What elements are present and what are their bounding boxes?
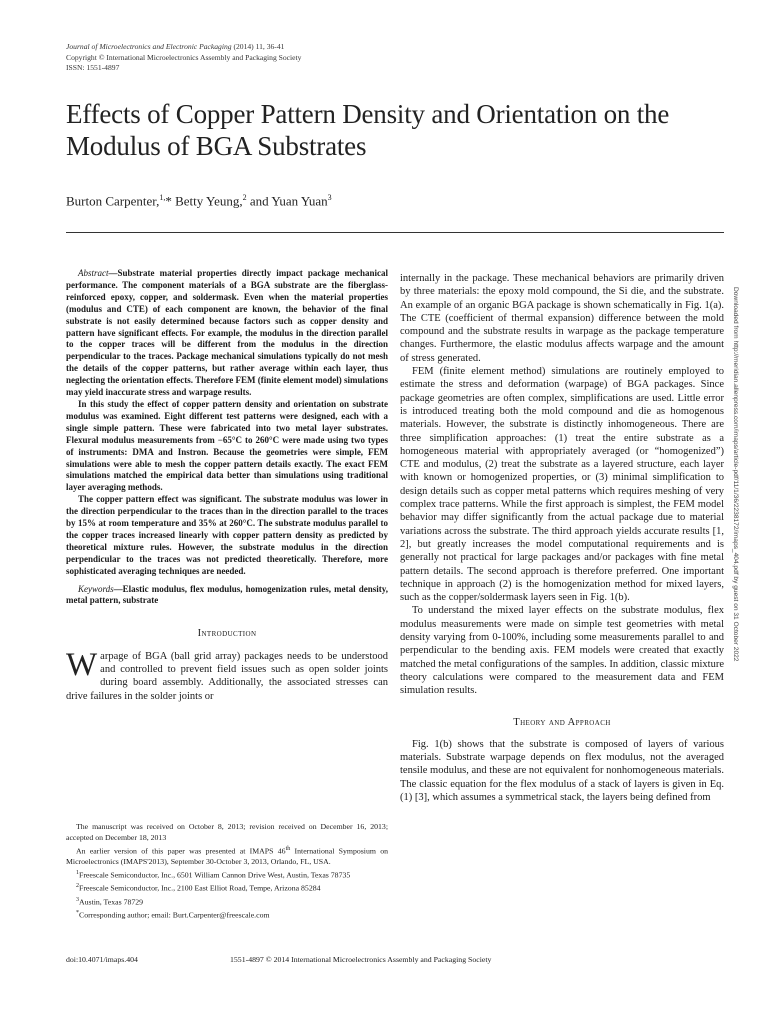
author-1: Burton Carpenter, xyxy=(66,193,160,209)
abstract-paragraph-3: The copper pattern effect was significant. The substrate modulus was lower in the direction perpendicular to the traces than in the direction parallel to the traces by 15% at room temperature and 35% at 260°C. The substrate modulus parallel to the copper traces increased linearly with copper pattern density as predicted by theoretical mixture rules. However, the substrate modulus in the direction perpendicular to the traces was not predicted theoretically. Therefore, more sophisticated averaging techniques are needed. xyxy=(66,494,388,576)
author-1-affil: 1, xyxy=(159,193,166,202)
body-paragraph-3: To understand the mixed layer effects on the substrate modulus, flex modulus measurements were made on simple test geometries with metal density varying from 0-100%, including some measurements parallel to and perpendicular to the bending axis. FEM models were created that exactly matched the metal configurations of the samples. In addition, classic mixture theory calculations were compared to the measurement data and FEM simulation results. xyxy=(400,605,724,697)
abstract-paragraph-1: Abstract—Substrate material properties directly impact package mechanical performance. The component materials of a BGA substrate are the fiberglass-reinforced epoxy, copper, and soldermask. Even when the material properties (modulus and CTE) of each component are known, the behavior of the final substrate is not easily determined because factors such as copper density and pattern have significant effects. For example, the modulus in the direction parallel to the copper traces will be different from the modulus in the direction perpendicular to the traces. Package mechanical simulations typically do not mesh the details of the copper patterns, but rather average within each layer, thus neglecting the orientation effects. Therefore FEM (finite element model) simulations may yield inaccurate stress and warpage results. xyxy=(66,268,388,398)
drop-cap: W xyxy=(66,646,98,683)
footnote-affiliation-1: $^1$Freescale Semiconductor, Inc., 6501 William Cannon Drive West, Austin, Texas 78735 xyxy=(76,869,351,880)
download-watermark: Downloaded from http://meridian.allenpress.com/imaps/article-pdf/11/1/36/2238172/imaps_404.pdf by guest on 31 October 2022 xyxy=(732,287,739,662)
body-paragraph-1: internally in the package. These mechanical behaviors are primarily driven by three materials: the epoxy mold compound, the Si die, and the substrate. An example of an organic BGA package is shown schematically in Fig. 1(a). The CTE (coefficient of thermal expansion) difference between the mold compound and the substrate results in warpage as the package temperature changes. Furthermore, the elastic modulus affects warpage and the amount of stress generated. xyxy=(400,273,724,364)
journal-header xyxy=(66,42,301,74)
intro-paragraph: Warpage of BGA (ball grid array) packages needs to be understood and controlled to prevent field issues such as open solder joints during board assembly. Additionally, the associated stresses can drive failures in the solder joints or xyxy=(66,646,388,702)
left-column xyxy=(66,268,388,703)
author-3-affil: 3 xyxy=(327,193,332,202)
doi: doi:10.4071/imaps.404 xyxy=(66,955,138,964)
paper-title: Effects of Copper Pattern Density and Orientation on the Modulus of BGA Substrates xyxy=(66,99,670,161)
footnote-affiliation-2: $^2$Freescale Semiconductor, Inc., 2100 East Elliot Road, Tempe, Arizona 85284 xyxy=(76,883,321,893)
section-heading-introduction: Introduction xyxy=(197,628,257,640)
abstract-label: Abstract xyxy=(78,268,109,278)
keywords: Keywords—Elastic modulus, flex modulus, homogenization rules, metal density, metal pattern, substrate xyxy=(66,583,388,606)
journal-citation: (2014) 11, 36-41 xyxy=(231,42,285,51)
author-list xyxy=(66,193,332,209)
right-column xyxy=(400,272,724,804)
author-2-affil: 2 xyxy=(242,193,247,202)
footnote-received: The manuscript was received on October 8, 2013; revision received on December 16, 2013; accepted on December 18, 2013 xyxy=(66,822,388,842)
copyright-line: Copyright © International Microelectronics Assembly and Packaging Society xyxy=(66,52,302,62)
title-divider xyxy=(66,232,724,233)
body-paragraph-4: Fig. 1(b) shows that the substrate is composed of layers of various materials. Substrate warpage depends on flex modulus, not the averaged tensile modulus, and these are not equivalent for nonhomogeneous materials. The classic equation for the flex modulus of a stack of layers is given in Eq. (1) [3], which assumes a symmetrical stack, the layers being defined from xyxy=(400,738,724,803)
footer-copyright: 1551-4897 © 2014 International Microelectronics Assembly and Packaging Society xyxy=(230,955,492,964)
keywords-label: Keywords xyxy=(78,583,114,594)
body-paragraph-2: FEM (finite element method) simulations are routinely employed to estimate the stress and deformation (warpage) of BGA packages. Since package geometries are often complex, simplifications are used. Little error is introduced treating both the mold compound and die as homogenous materials. However, the substrate is distinctly inhomogeneous. There are three simplification approaches: (1) treat the entire substrate as a homogeneous material with appropriately averaged (or “homogenized”) CTE and modulus, (2) treat the substrate as a layered structure, each layer with known or homogenized properties, or (3) minimal simplification to design details such as copper metal patterns which requires meshing of very complex trace patterns. While the first approach is simplest, the FEM model behavior may differ significantly from the actual package due to material variations across the substrate. The third approach yields accurate results [1, 2], but greatly increases the model computational requirements and is generally not practical for large packages and/or packages with fine metal pattern details. The second approach is therefore preferred. One important technique in approach (2) is the homogenization method for mixed layers, such as the copper/soldermask layers seen in Fig. 1(b). xyxy=(400,366,724,604)
issn-line: ISSN: 1551-4897 xyxy=(66,63,120,73)
footnote-earlier-version: An earlier version of this paper was presented at IMAPS 46th International Symposium on Microelectronics (IMAPS'2013), September 30-October 3, 2013, Orlando, FL, USA. xyxy=(66,845,388,866)
abstract-paragraph-2: In this study the effect of copper pattern density and orientation on substrate modulus was examined. Eight different test patterns were designed, each with a single simple pattern. These were fabricated into two metal layer substrates. Flexural modulus measurements from −65°C to 260°C were made using two types of instruments: DMA and Instron. Because the geometries were simple, FEM simulations were able to mesh the copper pattern details exactly. The exact FEM simulations matched the empirical data better than simulations using traditional layer averaging methods. xyxy=(66,398,388,493)
footnote-affiliation-3: $^3$Austin, Texas 78729 xyxy=(76,896,144,907)
journal-name: Journal of Microelectronics and Electronic Packaging xyxy=(66,42,232,51)
section-heading-theory: Theory and Approach xyxy=(513,716,611,728)
author-3: and Yuan Yuan xyxy=(246,193,328,209)
footnotes xyxy=(66,822,388,921)
author-2: * Betty Yeung, xyxy=(165,193,243,209)
footnote-corresponding: *Corresponding author; email: Burt.Carpenter@freescale.com xyxy=(76,909,270,920)
